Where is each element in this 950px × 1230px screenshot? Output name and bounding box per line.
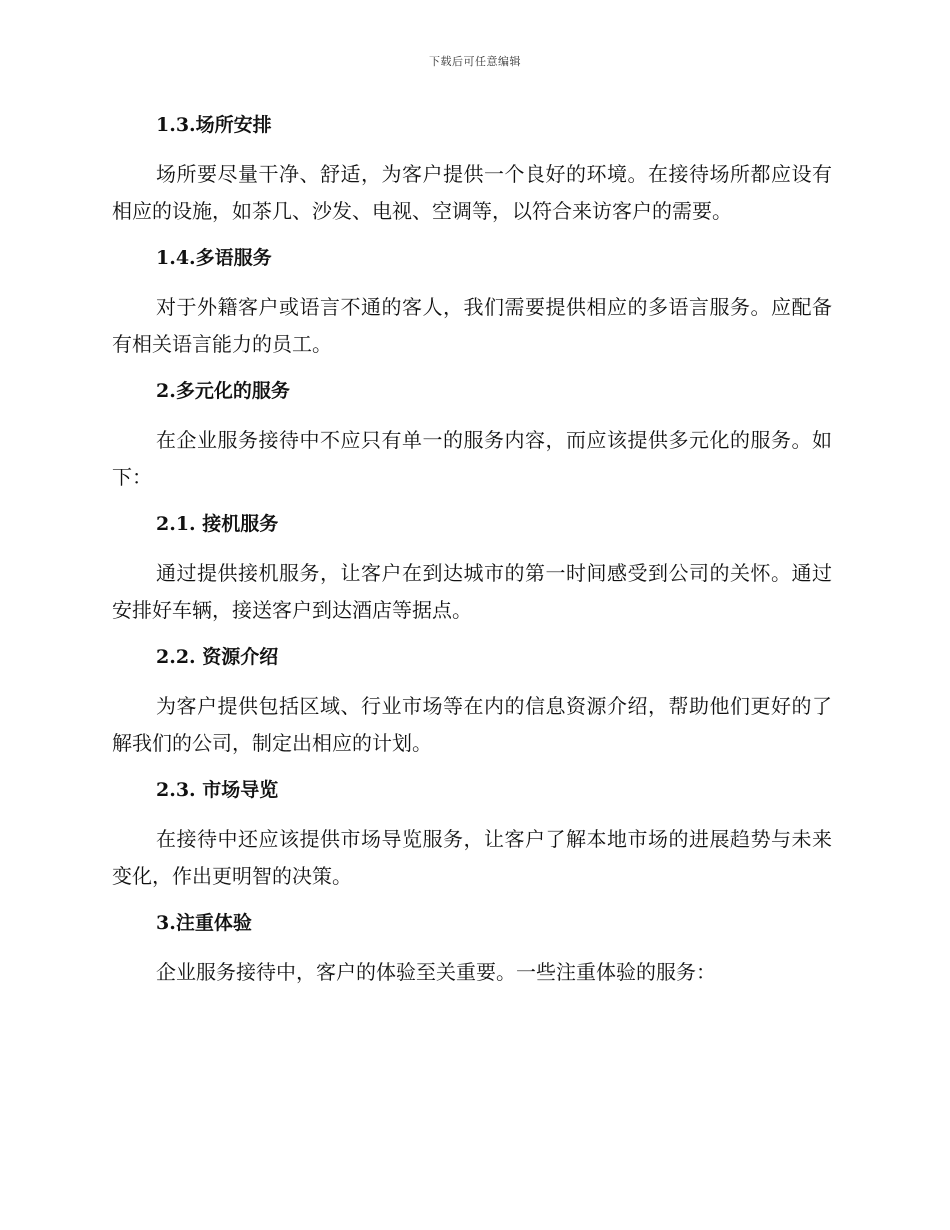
- section-paragraph: 场所要尽量干净、舒适，为客户提供一个良好的环境。在接待场所都应设有相应的设施，如茶几、沙发、电视、空调等，以符合来访客户的需要。: [112, 162, 832, 223]
- section-paragraph: 在接待中还应该提供市场导览服务，让客户了解本地市场的进展趋势与未来变化，作出更明智的决策。: [112, 827, 832, 888]
- section-heading: 2.1. 接机服务: [156, 513, 279, 535]
- section-2-1: [112, 509, 832, 629]
- section-1-4: [112, 243, 832, 363]
- section-heading: 1.4.多语服务: [156, 247, 272, 269]
- section-paragraph: 通过提供接机服务，让客户在到达城市的第一时间感受到公司的关怀。通过安排好车辆，接送客户到达酒店等据点。: [112, 561, 832, 622]
- section-paragraph: 对于外籍客户或语言不通的客人，我们需要提供相应的多语言服务。应配备有相关语言能力的员工。: [112, 295, 832, 356]
- section-2-2: [112, 642, 832, 762]
- section-paragraph: 企业服务接待中，客户的体验至关重要。一些注重体验的服务：: [156, 960, 716, 984]
- section-heading: 2.多元化的服务: [156, 380, 290, 402]
- section-heading: 1.3.场所安排: [156, 114, 272, 136]
- section-2-3: [112, 775, 832, 895]
- section-paragraph: 为客户提供包括区域、行业市场等在内的信息资源介绍，帮助他们更好的了解我们的公司，制定出相应的计划。: [112, 694, 832, 755]
- section-heading: 3.注重体验: [156, 912, 252, 934]
- page-header-note: 下载后可任意编辑: [429, 55, 521, 68]
- document-body: [112, 110, 832, 1004]
- section-paragraph: 在企业服务接待中不应只有单一的服务内容，而应该提供多元化的服务。如下：: [112, 428, 832, 489]
- section-1-3: [112, 110, 832, 230]
- section-2: [112, 376, 832, 496]
- section-heading: 2.3. 市场导览: [156, 779, 279, 801]
- section-3: [112, 908, 832, 991]
- section-heading: 2.2. 资源介绍: [156, 646, 279, 668]
